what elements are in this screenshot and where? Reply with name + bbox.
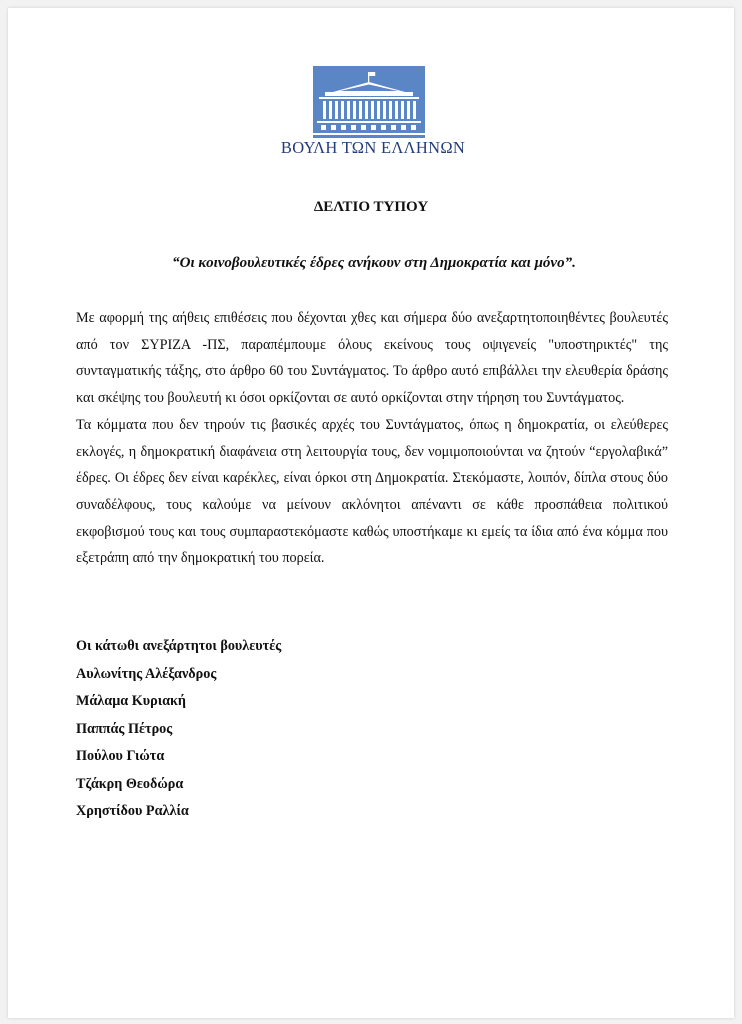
signatory-name: Τζάκρη Θεοδώρα: [76, 775, 184, 792]
body-text: [76, 305, 668, 572]
body-paragraph: Με αφορμή της αήθεις επιθέσεις που δέχονται χθες και σήμερα δύο ανεξαρτητοποιηθέντες βουλευτές από τον ΣΥΡΙΖΑ -ΠΣ, παραπέμπουμε όλους εκείνους τους οψιγενείς "υποστηρικτές" της συνταγματικής τάξης, στο άρθρο 60 του Συντάγματος. Το άρθρο αυτό επιβάλλει την ελευθερία δράσης και σκέψης του βουλευτή κι όσοι ορκίζονται σε αυτό ορκίζονται στην τήρηση του Συντάγματος.: [76, 310, 668, 407]
signatories-block: [76, 633, 476, 826]
signatory-name: Αυλωνίτης Αλέξανδρος: [76, 665, 217, 682]
signatory-name: Μάλαμα Κυριακή: [76, 693, 186, 709]
org-name-text: ΒΟΥΛΗ ΤΩΝ ΕΛΛΗΝΩΝ: [280, 138, 466, 157]
press-release-headline: “Οι κοινοβουλευτικές έδρες ανήκουν στη Δημοκρατία και μόνο”.: [172, 255, 576, 271]
press-release-title: ΔΕΛΤΙΟ ΤΥΠΟΥ: [313, 199, 429, 215]
signatory-name: Πούλου Γιώτα: [76, 748, 165, 764]
org-name: [0, 138, 742, 158]
signatory-name: Χρηστίδου Ραλλία: [76, 803, 189, 819]
signatory-name: Παππάς Πέτρος: [76, 720, 173, 737]
parliament-building-icon: [313, 66, 425, 138]
body-paragraph: Τα κόμματα που δεν τηρούν τις βασικές αρχές του Συντάγματος, όπως η δημοκρατία, οι ελεύθερες εκλογές, η δημοκρατική διαφάνεια στη λειτουργία τους, δεν νομιμοποιούνται να ζητούν “εργολαβικά” έδρες. Οι έδρες δεν είναι καρέκλες, είναι όρκοι στη Δημοκρατία. Στεκόμαστε, λοιπόν, δίπλα στους δύο συναδέλφους, τους καλούμε να μείνουν ακλόνητοι απέναντι σε κάθε προσπάθεια πολιτικού εκφοβισμού τους και τους συμπαραστεκόμαστε καθώς υποστήκαμε κι εμείς τα ίδια από ένα κόμμα που εξετράπη από την δημοκρατική του πορεία.: [76, 416, 668, 567]
signatories-heading: Οι κάτωθι ανεξάρτητοι βουλευτές: [76, 638, 282, 654]
